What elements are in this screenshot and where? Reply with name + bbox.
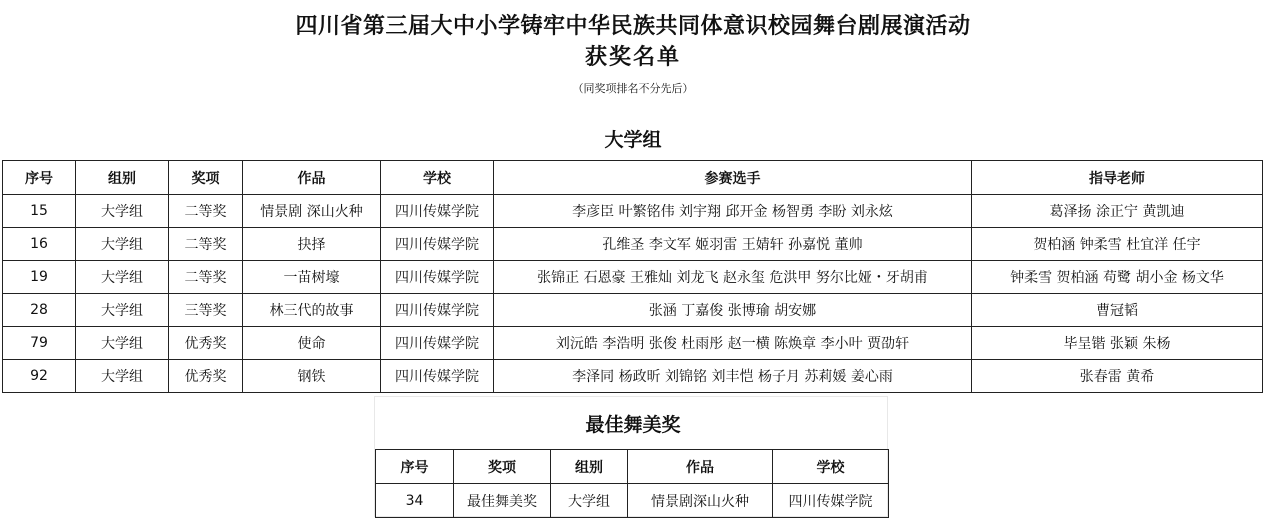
cell-participants: 孔维圣 李文军 姬羽雷 王婧轩 孙嘉悦 董帅 (494, 228, 972, 261)
cell-advisors: 曹冠韬 (972, 294, 1263, 327)
cell-school: 四川传媒学院 (381, 327, 494, 360)
table-row (3, 327, 1263, 360)
cell-award: 三等奖 (169, 294, 243, 327)
cell-school: 四川传媒学院 (381, 228, 494, 261)
cell-group: 大学组 (76, 327, 169, 360)
cell-award: 二等奖 (169, 195, 243, 228)
ranking-note: （同奖项排名不分先后） (572, 82, 694, 95)
cell-group: 大学组 (551, 484, 628, 518)
cell-school: 四川传媒学院 (381, 360, 494, 393)
table-row (376, 484, 889, 518)
cell-advisors: 葛泽扬 涂正宁 黄凯迪 (972, 195, 1263, 228)
header-cell-group: 组别 (551, 450, 628, 484)
cell-school: 四川传媒学院 (381, 294, 494, 327)
cell-award: 优秀奖 (169, 327, 243, 360)
header-cell-advisors: 指导老师 (972, 161, 1263, 195)
table-row (3, 360, 1263, 393)
cell-work: 使命 (243, 327, 381, 360)
cell-participants: 张涵 丁嘉俊 张博瑜 胡安娜 (494, 294, 972, 327)
cell-school: 四川传媒学院 (773, 484, 889, 518)
best-stage-art-table (375, 449, 889, 518)
cell-index: 19 (3, 261, 76, 294)
cell-index: 15 (3, 195, 76, 228)
cell-participants: 李泽同 杨政昕 刘锦铭 刘丰恺 杨子月 苏莉媛 姜心雨 (494, 360, 972, 393)
cell-index: 79 (3, 327, 76, 360)
cell-participants: 刘沅皓 李浩明 张俊 杜雨彤 赵一横 陈焕章 李小叶 贾劭轩 (494, 327, 972, 360)
cell-group: 大学组 (76, 261, 169, 294)
cell-award: 二等奖 (169, 261, 243, 294)
cell-award: 最佳舞美奖 (454, 484, 551, 518)
cell-school: 四川传媒学院 (381, 261, 494, 294)
cell-work: 抉择 (243, 228, 381, 261)
cell-advisors: 毕呈锴 张颖 朱杨 (972, 327, 1263, 360)
header-cell-school: 学校 (381, 161, 494, 195)
cell-participants: 李彦臣 叶繁铭伟 刘宇翔 邱开金 杨智勇 李盼 刘永炫 (494, 195, 972, 228)
header-cell-index: 序号 (3, 161, 76, 195)
cell-index: 16 (3, 228, 76, 261)
cell-work: 一苗树壕 (243, 261, 381, 294)
cell-work: 林三代的故事 (243, 294, 381, 327)
cell-advisors: 张春雷 黄希 (972, 360, 1263, 393)
cell-index: 34 (376, 484, 454, 518)
table-header-row (3, 161, 1263, 195)
university-group-heading: 大学组 (604, 129, 662, 151)
cell-participants: 张锦正 石恩豪 王雅灿 刘龙飞 赵永玺 危洪甲 努尔比娅・牙胡甫 (494, 261, 972, 294)
cell-award: 二等奖 (169, 228, 243, 261)
table-row (3, 294, 1263, 327)
header-cell-group: 组别 (76, 161, 169, 195)
cell-group: 大学组 (76, 228, 169, 261)
cell-work: 情景剧深山火种 (628, 484, 773, 518)
header-cell-award: 奖项 (454, 450, 551, 484)
table-row (3, 228, 1263, 261)
cell-work: 钢铁 (243, 360, 381, 393)
cell-advisors: 贺柏涵 钟柔雪 杜宜洋 任宇 (972, 228, 1263, 261)
cell-award: 优秀奖 (169, 360, 243, 393)
table-row (3, 261, 1263, 294)
header-cell-participants: 参赛选手 (494, 161, 972, 195)
header-cell-index: 序号 (376, 450, 454, 484)
cell-group: 大学组 (76, 360, 169, 393)
cell-advisors: 钟柔雪 贺柏涵 苟鹭 胡小金 杨文华 (972, 261, 1263, 294)
cell-school: 四川传媒学院 (381, 195, 494, 228)
university-group-table (2, 160, 1263, 393)
cell-group: 大学组 (76, 195, 169, 228)
cell-index: 92 (3, 360, 76, 393)
table-row (3, 195, 1263, 228)
header-cell-work: 作品 (243, 161, 381, 195)
document-title: 四川省第三届大中小学铸牢中华民族共同体意识校园舞台剧展演活动 (295, 13, 971, 39)
table-header-row (376, 450, 889, 484)
document-subtitle: 获奖名单 (584, 44, 681, 70)
cell-group: 大学组 (76, 294, 169, 327)
cell-index: 28 (3, 294, 76, 327)
cell-work: 情景剧 深山火种 (243, 195, 381, 228)
header-cell-school: 学校 (773, 450, 889, 484)
header-cell-work: 作品 (628, 450, 773, 484)
best-stage-art-heading: 最佳舞美奖 (585, 414, 681, 436)
header-cell-award: 奖项 (169, 161, 243, 195)
